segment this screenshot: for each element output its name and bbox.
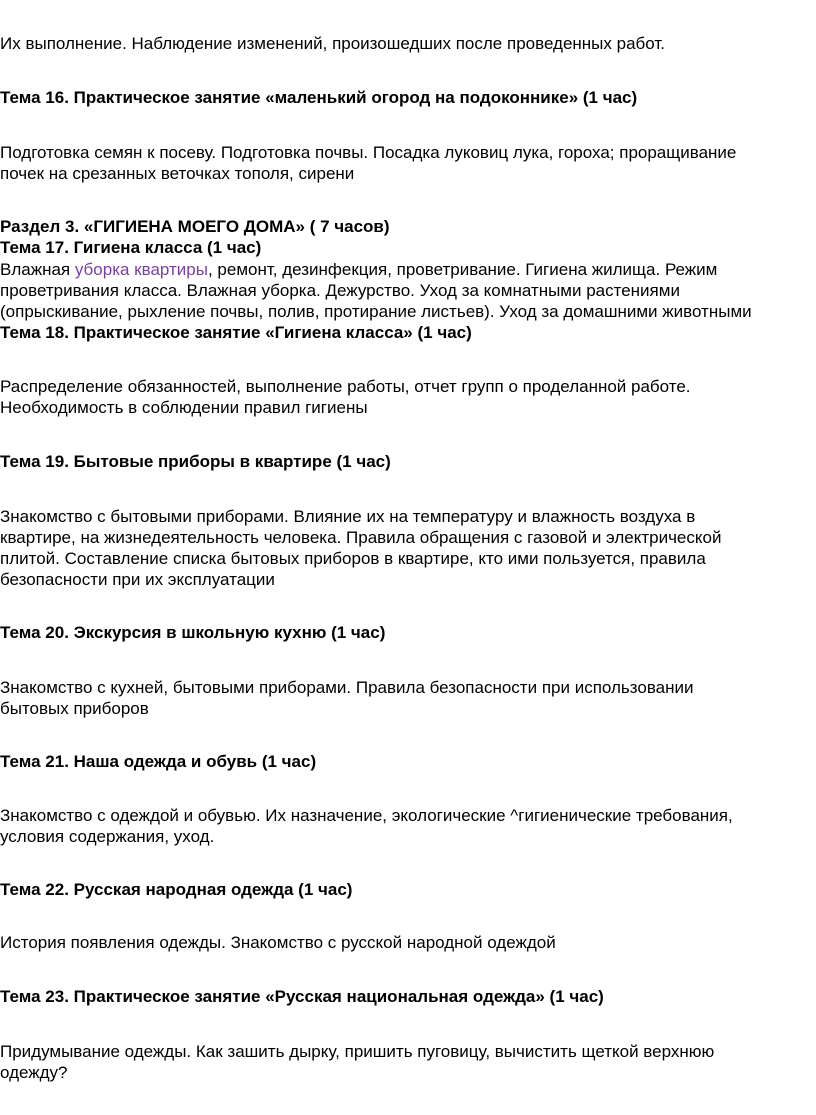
paragraph-line [0,259,717,281]
topic-16-heading: Тема 16. Практическое занятие «маленький огород на подоконнике» (1 час) [0,88,638,107]
topic-19-heading: Тема 19. Бытовые приборы в квартире (1 час) [0,452,391,471]
paragraph-line: (опрыскивание, рыхление почвы, полив, протирание листьев). Уход за домашними животными [0,302,752,321]
paragraph-line: Распределение обязанностей, выполнение работы, отчет групп о проделанной работе. [0,377,691,396]
section-3-heading: Раздел 3. «ГИГИЕНА МОЕГО ДОМА» ( 7 часов) [0,217,390,236]
paragraph-line: Знакомство с кухней, бытовыми приборами. Правила безопасности при использовании [0,678,694,697]
paragraph-line: Знакомство с бытовыми приборами. Влияние их на температуру и влажность воздуха в [0,507,696,526]
paragraph-line: бытовых приборов [0,699,149,718]
paragraph-line: условия содержания, уход. [0,827,215,846]
topic-23-heading: Тема 23. Практическое занятие «Русская национальная одежда» (1 час) [0,987,604,1006]
topic-20-heading: Тема 20. Экскурсия в школьную кухню (1 час) [0,623,386,642]
paragraph-line: одежду? [0,1063,68,1082]
topic-22-heading: Тема 22. Русская народная одежда (1 час) [0,880,353,899]
text-span: Влажная [0,260,75,279]
paragraph-line: квартире, на жизнедеятельность человека. Правила обращения с газовой и электрической [0,528,722,547]
topic-17-heading: Тема 17. Гигиена класса (1 час) [0,238,262,257]
text-span: , ремонт, дезинфекция, проветривание. Гигиена жилища. Режим [207,260,718,279]
paragraph-line: проветривания класса. Влажная уборка. Дежурство. Уход за комнатными растениями [0,281,680,300]
paragraph-line: почек на срезанных веточках тополя, сирени [0,164,355,183]
topic-21-heading: Тема 21. Наша одежда и обувь (1 час) [0,752,317,771]
paragraph-line: безопасности при их эксплуатации [0,570,275,589]
paragraph-line: Знакомство с одеждой и обувью. Их назначение, экологические ^гигиенические требования, [0,806,733,825]
paragraph-line: История появления одежды. Знакомство с русской народной одеждой [0,933,556,952]
paragraph-line: Их выполнение. Наблюдение изменений, произошедших после проведенных работ. [0,34,665,53]
paragraph-line: Подготовка семян к посеву. Подготовка почвы. Посадка луковиц лука, гороха; проращивание [0,143,737,162]
paragraph-line: плитой. Составление списка бытовых приборов в квартире, кто ими пользуется, правила [0,549,706,568]
paragraph-line: Необходимость в соблюдении правил гигиены [0,398,368,417]
apartment-cleaning-link[interactable]: уборка квартиры [74,260,208,279]
paragraph-line: Придумывание одежды. Как зашить дырку, пришить пуговицу, вычистить щеткой верхнюю [0,1042,715,1061]
topic-18-heading: Тема 18. Практическое занятие «Гигиена класса» (1 час) [0,323,472,342]
